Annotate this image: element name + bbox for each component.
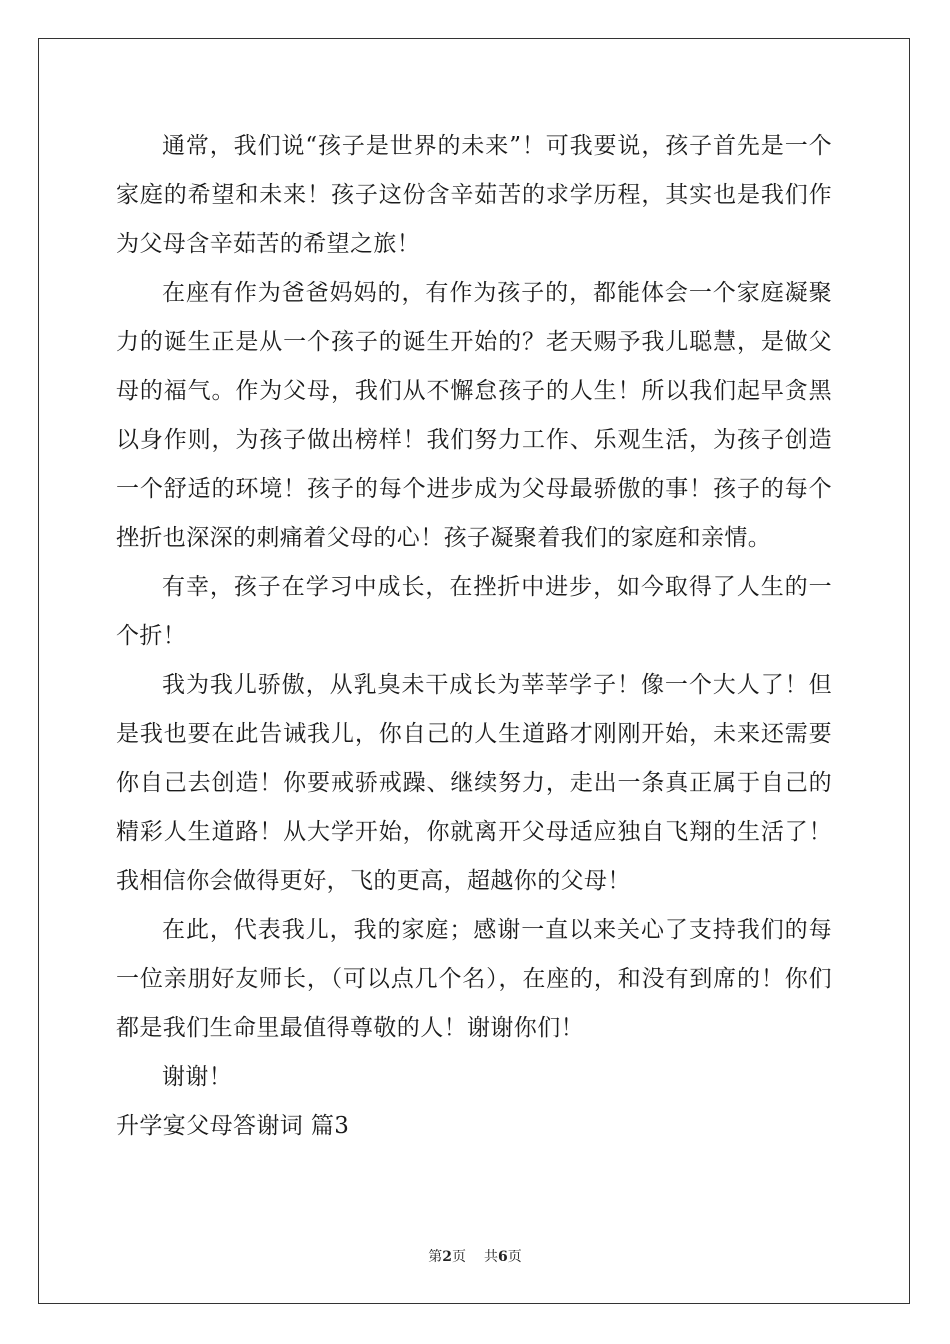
total-suffix: 页 <box>507 1249 522 1265</box>
paragraph-6: 谢谢！ <box>162 1064 233 1090</box>
total-prefix: 共 <box>484 1249 498 1265</box>
page-number <box>428 1249 466 1265</box>
page-total-count: 6 <box>498 1249 508 1265</box>
paragraph-5: 在此，代表我儿，我的家庭；感谢一直以来关心了支持我们的每一位亲朋好友师长，（可以点几个名），在座的，和没有到席的！你们都是我们生命里最值得尊敬的人！谢谢你们！ <box>116 917 832 1041</box>
page-total <box>484 1249 522 1265</box>
page-current: 2 <box>442 1249 452 1265</box>
paragraph-2: 在座有作为爸爸妈妈的，有作为孩子的，都能体会一个家庭凝聚力的诞生正是从一个孩子的诞生开始的？老天赐予我儿聪慧，是做父母的福气。作为父母，我们从不懈怠孩子的人生！所以我们起早贪黑以身作则，为孩子做出榜样！我们努力工作、乐观生活，为孩子创造一个舒适的环境！孩子的每个进步成为父母最骄傲的事！孩子的每个挫折也深深的刺痛着父母的心！孩子凝聚着我们的家庭和亲情。 <box>116 280 832 551</box>
page-suffix: 页 <box>452 1249 466 1265</box>
paragraph-4: 我为我儿骄傲，从乳臭未干成长为莘莘学子！像一个大人了！但是我也要在此告诫我儿，你自己的人生道路才刚刚开始，未来还需要你自己去创造！你要戒骄戒躁、继续努力，走出一条真正属于自己的精彩人生道路！从大学开始，你就离开父母适应独自飞翔的生活了！我相信你会做得更好，飞的更高，超越你的父母！ <box>116 672 832 894</box>
paragraph-1: 通常，我们说“孩子是世界的未来”！可我要说，孩子首先是一个家庭的希望和未来！孩子这份含辛茹苦的求学历程，其实也是我们作为父母含辛茹苦的希望之旅！ <box>116 133 832 257</box>
document-body <box>116 122 832 1151</box>
section-heading: 升学宴父母答谢词 篇3 <box>116 1113 350 1139</box>
paragraph-3: 有幸，孩子在学习中成长，在挫折中进步，如今取得了人生的一个折！ <box>116 574 832 649</box>
page-prefix: 第 <box>428 1249 443 1265</box>
page-footer <box>0 1246 950 1266</box>
